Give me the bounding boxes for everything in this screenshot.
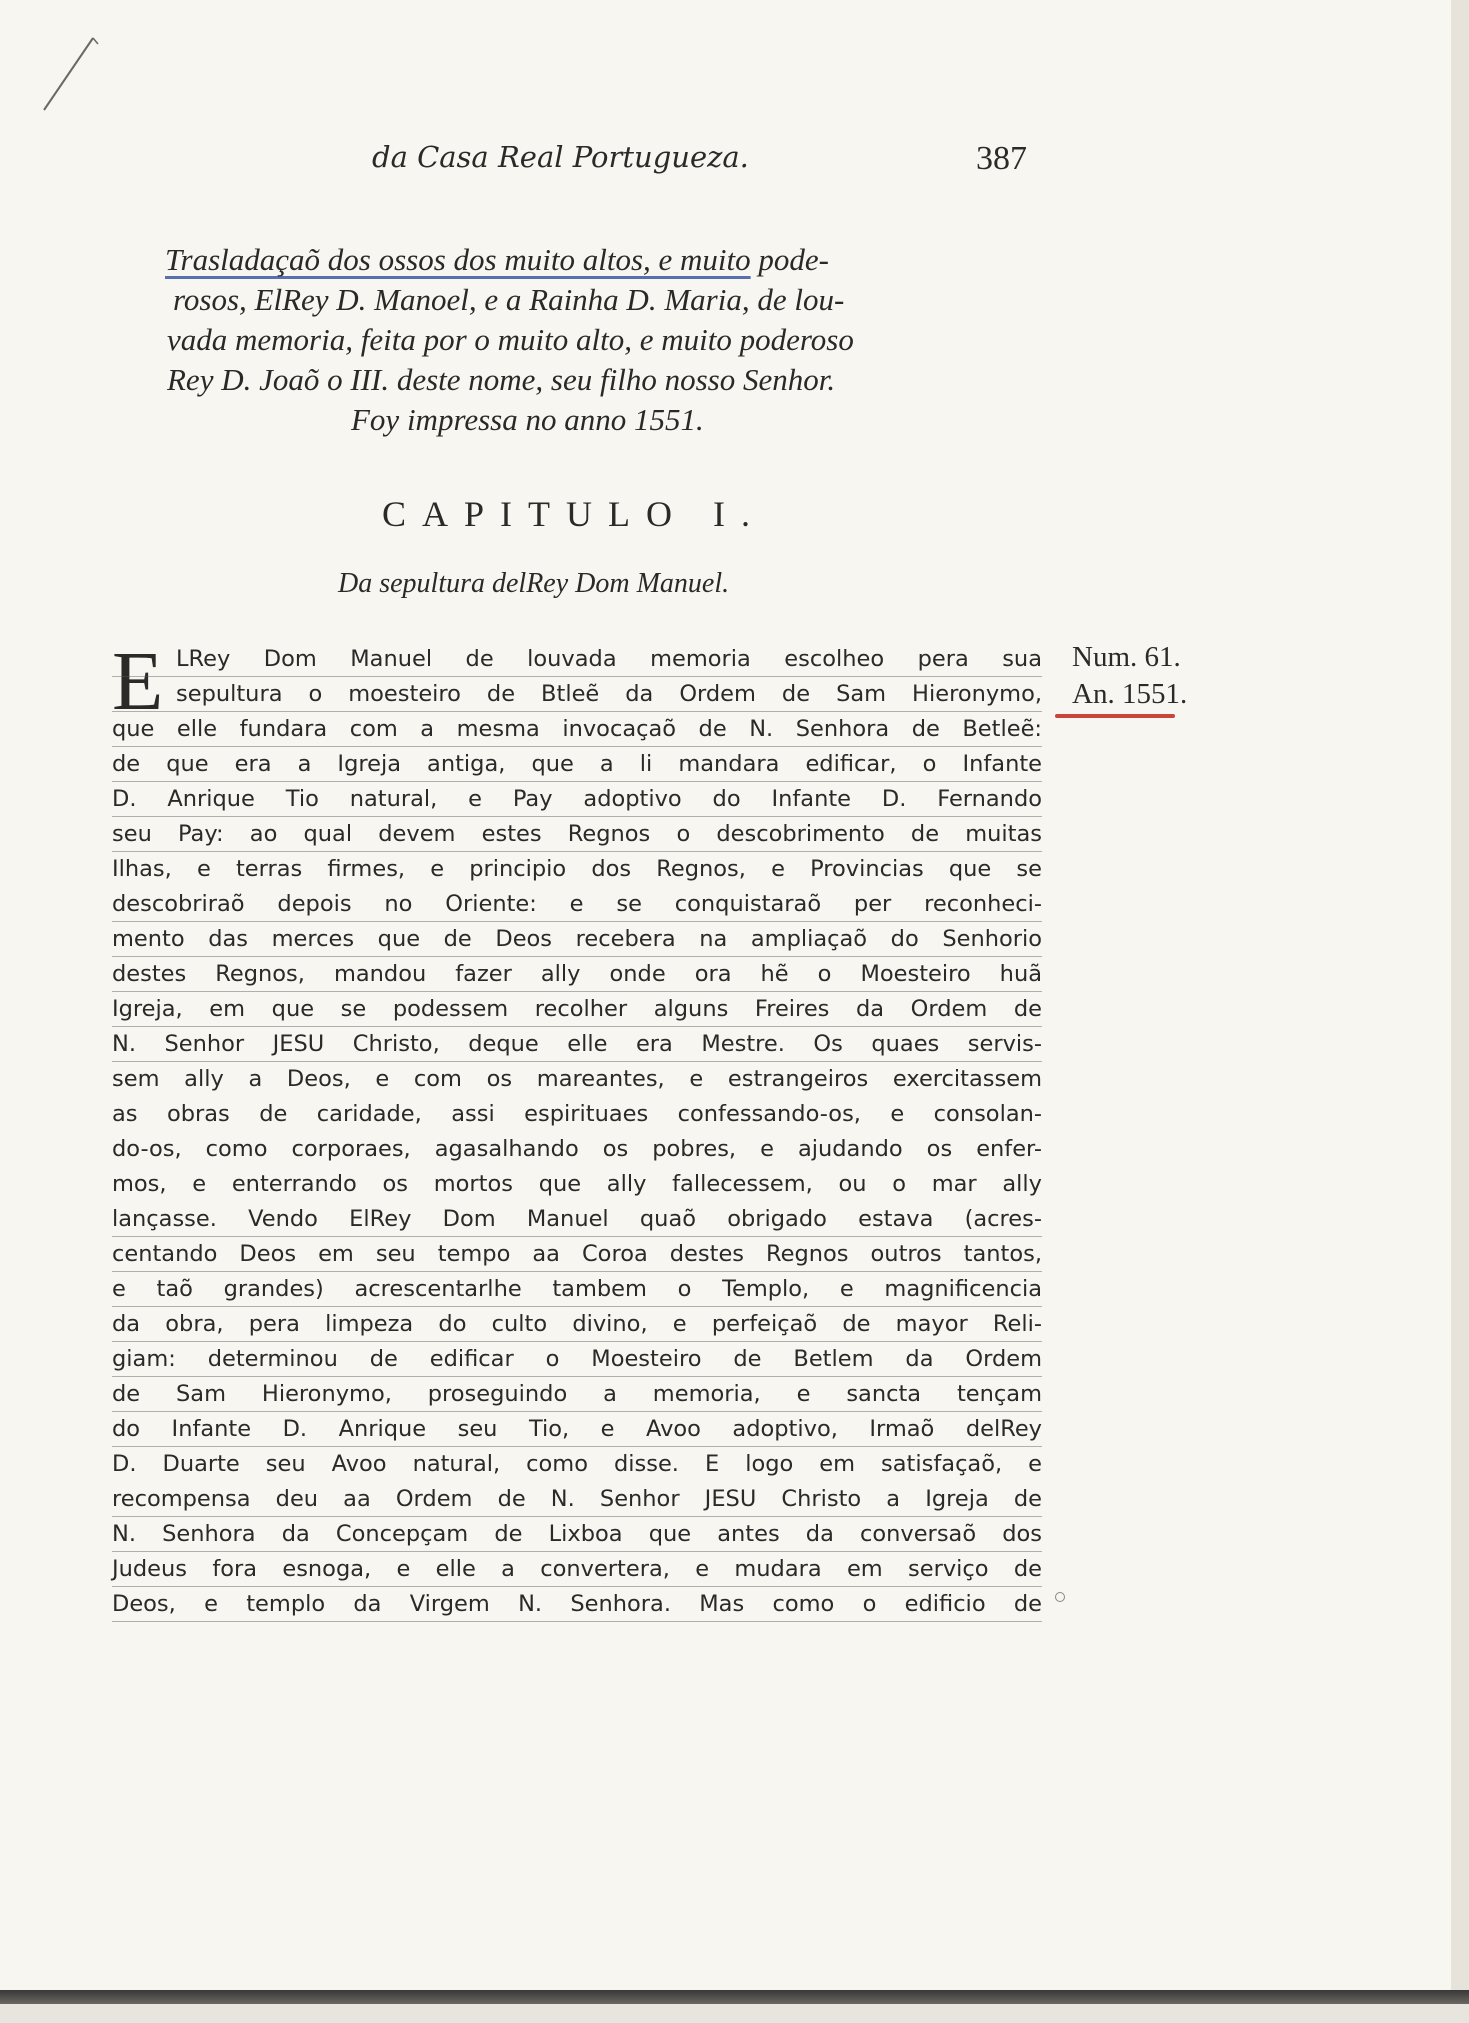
pencil-mark <box>38 30 108 120</box>
body-line: sem ally a Deos, e com os mareantes, e estrangeiros exercitassem <box>112 1066 1042 1092</box>
section-title <box>165 240 1025 440</box>
body-line: e taõ grandes) acrescentarlhe tambem o Templo, e magnificencia <box>112 1272 1042 1307</box>
body-line: de que era a Igreja antiga, que a li mandara edificar, o Infante <box>112 747 1042 782</box>
drop-cap: E <box>112 635 164 728</box>
body-line: Ilhas, e terras firmes, e principio dos Regnos, e Provincias que se <box>112 856 1042 882</box>
body-line: centando Deos em seu tempo aa Coroa destes Regnos outros tantos, <box>112 1237 1042 1272</box>
body-line: lançasse. Vendo ElRey Dom Manuel quaõ obrigado estava (acres- <box>112 1202 1042 1237</box>
title-line: rosos, ElRey D. Manoel, e a Rainha D. Maria, de lou- <box>173 282 845 317</box>
body-line: recompensa deu aa Ordem de N. Senhor JESU Christo a Igreja de <box>112 1482 1042 1517</box>
body-line: as obras de caridade, assi espirituaes confessando-os, e consolan- <box>112 1101 1042 1127</box>
page-edge-shadow <box>1451 0 1469 2023</box>
body-line: N. Senhora da Concepçam de Lixboa que antes da conversaõ dos <box>112 1517 1042 1552</box>
margin-note-number: Num. 61. <box>1072 641 1181 673</box>
body-line: giam: determinou de edificar o Moesteiro de Betlem da Ordem <box>112 1342 1042 1377</box>
body-line: descobriraõ depois no Oriente: e se conquistaraõ per reconheci- <box>112 887 1042 922</box>
body-line: de Sam Hieronymo, proseguindo a memoria, e sancta tençam <box>112 1377 1042 1412</box>
title-line: Rey D. Joaõ o III. deste nome, seu filho nosso Senhor. <box>167 362 836 397</box>
body-line: D. Duarte seu Avoo natural, como disse. E logo em satisfaçaõ, e <box>112 1451 1042 1477</box>
red-pencil-underline <box>1055 714 1175 718</box>
body-line: LRey Dom Manuel de louvada memoria escolheo pera sua <box>112 642 1042 677</box>
body-line: destes Regnos, mandou fazer ally onde ora hẽ o Moesteiro huã <box>112 957 1042 992</box>
title-line-1-rest: pode- <box>750 242 829 277</box>
body-line: que elle fundara com a mesma invocaçaõ de N. Senhora de Betleẽ: <box>112 712 1042 747</box>
running-head: da Casa Real Portugueza. <box>372 140 749 174</box>
body-line: do Infante D. Anrique seu Tio, e Avoo adoptivo, Irmaõ delRey <box>112 1412 1042 1447</box>
body-line: da obra, pera limpeza do culto divino, e perfeiçaõ de mayor Reli- <box>112 1307 1042 1342</box>
chapter-subtitle: Da sepultura delRey Dom Manuel. <box>338 568 730 599</box>
body-line: D. Anrique Tio natural, e Pay adoptivo do Infante D. Fernando <box>112 782 1042 817</box>
body-line: N. Senhor JESU Christo, deque elle era Mestre. Os quaes servis- <box>112 1027 1042 1062</box>
chapter-heading: CAPITULO I. <box>382 494 766 534</box>
title-imprint-line: Foy impressa no anno 1551. <box>351 402 704 437</box>
body-line: Deos, e templo da Virgem N. Senhora. Mas como o edificio de <box>112 1587 1042 1622</box>
body-line: Igreja, em que se podessem recolher alguns Freires da Ordem de <box>112 992 1042 1027</box>
stray-mark <box>1055 1592 1065 1602</box>
title-line: vada memoria, feita por o muito alto, e muito poderoso <box>167 322 854 357</box>
body-line: Judeus fora esnoga, e elle a convertera, e mudara em serviço de <box>112 1552 1042 1587</box>
body-line: mento das merces que de Deos recebera na ampliaçaõ do Senhorio <box>112 922 1042 957</box>
body-text <box>112 635 1042 1622</box>
title-line <box>165 240 1025 280</box>
body-line: sepultura o moesteiro de Btleẽ da Ordem de Sam Hieronymo, <box>112 677 1042 712</box>
body-line: seu Pay: ao qual devem estes Regnos o descobrimento de muitas <box>112 817 1042 852</box>
page-number: 387 <box>976 140 1027 177</box>
body-line: mos, e enterrando os mortos que ally fallecessem, ou o mar ally <box>112 1171 1042 1197</box>
title-underlined-phrase: Trasladaçaõ dos ossos dos muito altos, e muito <box>165 242 751 277</box>
scan-bottom-strip <box>0 2004 1469 2023</box>
body-line: do-os, como corporaes, agasalhando os pobres, e ajudando os enfer- <box>112 1136 1042 1162</box>
margin-note-year: An. 1551. <box>1072 678 1188 710</box>
scan-bottom-band <box>0 1990 1469 2004</box>
